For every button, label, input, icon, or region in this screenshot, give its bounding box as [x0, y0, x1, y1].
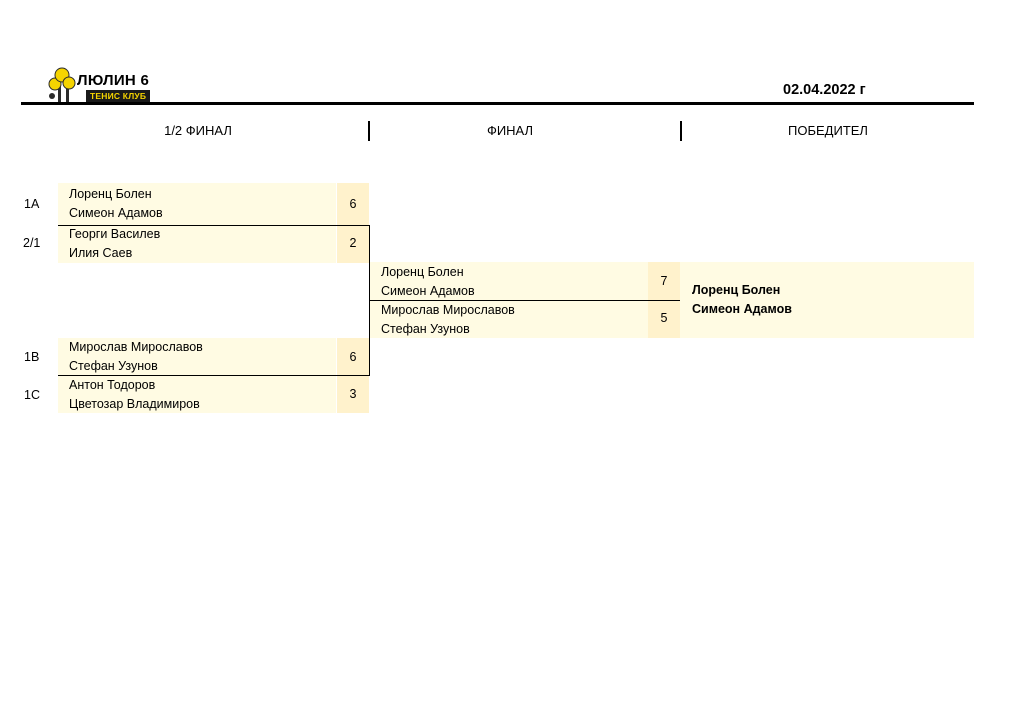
match-score: 7 — [660, 274, 668, 288]
round-header-winner: ПОБЕДИТЕЛ — [788, 123, 868, 138]
player-name: Илия Саев — [69, 246, 133, 260]
header-divider — [21, 102, 974, 105]
player-name: Симеон Адамов — [381, 284, 475, 298]
match-score: 6 — [349, 197, 357, 211]
seed-label: 2/1 — [23, 236, 41, 250]
player-name: Лоренц Болен — [381, 265, 464, 279]
player-name: Антон Тодоров — [69, 378, 156, 392]
match-score: 6 — [349, 350, 357, 364]
player-name: Георги Василев — [69, 227, 161, 241]
player-name: Стефан Узунов — [69, 359, 158, 373]
tennis-ball-tree-icon — [49, 68, 75, 102]
player-name: Мирослав Мирославов — [69, 340, 203, 354]
match-score: 3 — [349, 387, 357, 401]
player-name: Симеон Адамов — [69, 206, 163, 220]
logo-subtitle: ТЕНИС КЛУБ — [86, 90, 150, 102]
semifinal-1-score-column — [337, 183, 369, 263]
round-divider — [680, 121, 682, 141]
player-name: Мирослав Мирославов — [381, 303, 515, 317]
logo-title: ЛЮЛИН 6 — [77, 72, 150, 89]
seed-label: 1A — [24, 197, 40, 211]
match-score: 2 — [349, 236, 357, 250]
winner-name: Симеон Адамов — [692, 302, 792, 316]
round-header-semifinal: 1/2 ФИНАЛ — [164, 123, 232, 138]
player-name: Цветозар Владимиров — [69, 397, 200, 411]
event-date: 02.04.2022 г — [783, 82, 866, 98]
seed-label: 1B — [24, 350, 40, 364]
player-name: Лоренц Болен — [69, 187, 152, 201]
seed-label: 1C — [24, 388, 40, 402]
match-score: 5 — [660, 311, 668, 325]
player-name: Стефан Узунов — [381, 322, 470, 336]
round-divider — [368, 121, 370, 141]
round-header-final: ФИНАЛ — [486, 123, 534, 138]
winner-name: Лоренц Болен — [692, 283, 781, 297]
